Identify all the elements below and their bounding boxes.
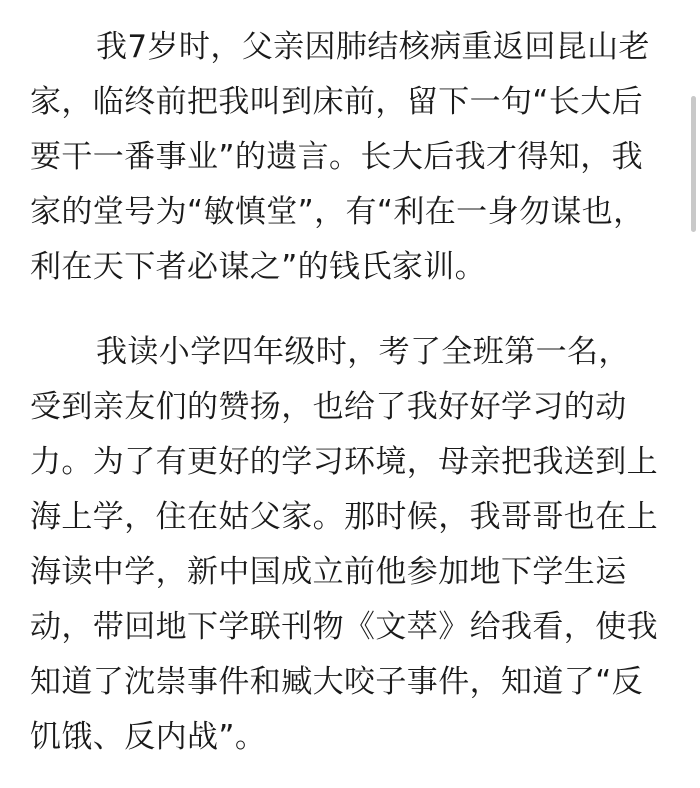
text-line: 知道了沈崇事件和臧大咬子事件，知道了“反 bbox=[30, 664, 644, 700]
text-line: 家，临终前把我叫到床前，留下一句“长大后 bbox=[30, 84, 644, 120]
text-line: 利在天下者必谋之”的钱氏家训。 bbox=[30, 249, 487, 285]
text-line: 我读小学四年级时，考了全班第一名， bbox=[96, 334, 630, 370]
text-line: 家的堂号为“敏慎堂”，有“利在一身勿谋也， bbox=[30, 194, 645, 230]
text-line: 要干一番事业”的遗言。长大后我才得知，我 bbox=[30, 139, 644, 175]
text-line: 力。为了有更好的学习环境，母亲把我送到上 bbox=[30, 444, 658, 480]
scrollbar-thumb[interactable] bbox=[691, 96, 696, 232]
text-line: 海上学，住在姑父家。那时候，我哥哥也在上 bbox=[30, 499, 658, 535]
text-line: 海读中学，新中国成立前他参加地下学生运 bbox=[30, 554, 627, 590]
text-line: 饥饿、反内战”。 bbox=[30, 719, 267, 755]
text-line: 动，带回地下学联刊物《文萃》给我看，使我 bbox=[30, 609, 658, 645]
text-line: 受到亲友们的赞扬，也给了我好好学习的动 bbox=[30, 389, 627, 425]
text-line: 我7岁时，父亲因肺结核病重返回昆山老 bbox=[96, 29, 650, 65]
